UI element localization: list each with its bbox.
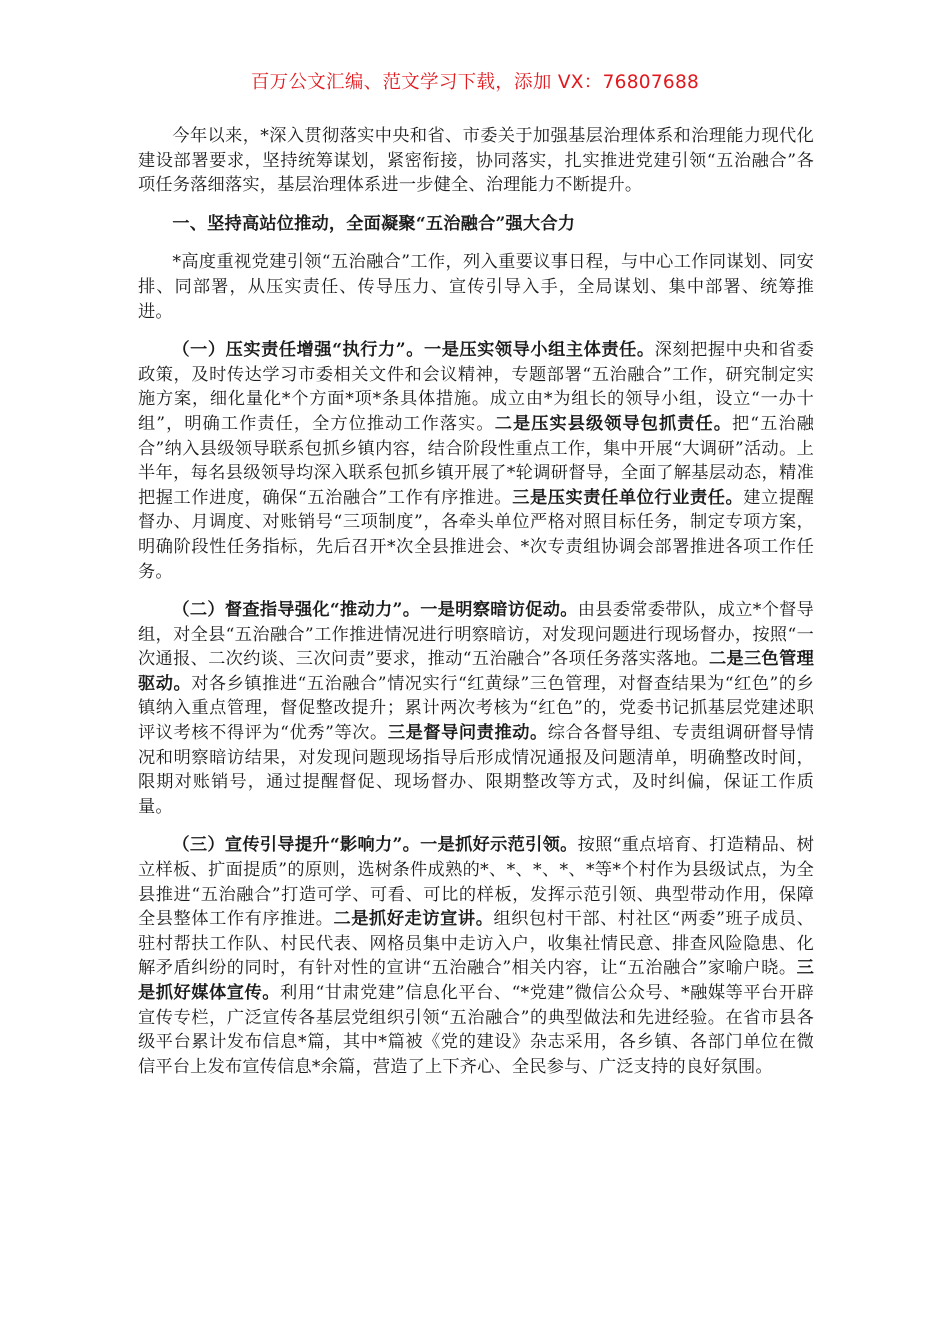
point-lead: 二是压实县级领导包抓责任。 — [494, 413, 732, 434]
intro-paragraph: 今年以来，*深入贯彻落实中央和省、市委关于加强基层治理体系和治理能力现代化建设部署要求，坚持统筹谋划，紧密衔接，协同落实，扎实推进党建引领“五治融合”各项任务落细落实，基层治理体系进一步健全、治理能力不断提升。 — [138, 126, 814, 196]
point-text: 把“五治融合”纳入县级领导联系包抓乡镇内容，结合阶段性重点工作，集中开展“大调研”活动。上半年，每名县级领导均深入联系包抓乡镇开展了*轮调研督导，全面了解基层动态，精准把握工作进度，确保“五治融合”工作有序推进。 — [138, 413, 815, 508]
point-text: 组织包村干部、村社区“两委”班子成员、驻村帮扶工作队、村民代表、网格员集中走访入户，收集社情民意、排查风险隐患、化解矛盾纠纷的同时，有针对性的宣讲“五治融合”相关内容，让“五治融合”家喻户晓。 — [138, 909, 814, 979]
subsection-title: （二）督查指导强化“推动力”。 — [172, 600, 421, 621]
point-text: 建立提醒督办、月调度、对账销号“三项制度”，各牵头单位严格对照目标任务，制定专项方案，明确阶段性任务指标，先后召开*次全县推进会、*次专责组协调会部署推进各项工作任务。 — [138, 487, 814, 582]
section-summary: *高度重视党建引领“五治融合”工作，列入重要议事日程，与中心工作同谋划、同安排、同部署，从压实责任、传导压力、宣传引导入手，全局谋划、集中部署、统筹推进。 — [138, 252, 814, 322]
point-lead: 三是抓好媒体宣传。 — [138, 958, 814, 1003]
subsection-2 — [138, 598, 814, 819]
point-text: 深刻把握中央和省委政策，及时传达学习市委相关文件和会议精神，专题部署“五治融合”工作，研究制定实施方案，细化量化*个方面*项*条具体措施。成立由*为组长的领导小组，设立“一办十组”，明确工作责任，全方位推动工作落实。 — [138, 340, 814, 434]
point-lead: 二是三色管理驱动。 — [138, 649, 814, 694]
point-text: 利用“甘肃党建”信息化平台、“*党建”微信公众号、*融媒等平台开辟宣传专栏，广泛宣传各基层党组织引领“五治融合”的典型做法和先进经验。在省市县各级平台累计发布信息*篇，其中*篇被《党的建设》杂志采用，各乡镇、各部门单位在微信平台上发布宣传信息*余篇，营造了上下齐心、全民参与、广泛支持的良好氛围。 — [138, 983, 814, 1077]
point-lead: 三是督导问责推动。 — [387, 723, 548, 744]
point-text: 按照“重点培育、打造精品、树立样板、扩面提质”的原则，选树条件成熟的*、*、*、*、*等*个村作为县级试点，为全县推进“五治融合”打造可学、可看、可比的样板，发挥示范引领、典型带动作用，保障全县整体工作有序推进。 — [138, 835, 814, 930]
point-text: 由县委常委带队，成立*个督导组，对全县“五治融合”工作推进情况进行明察暗访，对发现问题进行现场督办，按照“一次通报、二次约谈、三次问责”要求，推动“五治融合”各项任务落实落地。 — [138, 600, 814, 670]
point-text: 对各乡镇推进“五治融合”情况实行“红黄绿”三色管理，对督查结果为“红色”的乡镇纳入重点管理，督促整改提升；累计两次考核为“红色”的，党委书记抓基层党建述职评议考核不得评为“优秀”等次。 — [138, 673, 814, 744]
watermark-banner: 百万公文汇编、范文学习下载，添加 VX：76807688 — [250, 72, 700, 93]
point-lead: 一是抓好示范引领。 — [420, 835, 578, 856]
subsection-1 — [138, 338, 814, 584]
point-text: 综合各督导组、专责组调研督导情况和明察暗访结果，对发现问题现场指导后形成情况通报及问题清单，明确整改时间，限期对账销号，通过提醒督促、现场督办、限期整改等方式，及时纠偏，保证工作质量。 — [138, 723, 814, 817]
section-heading: 一、坚持高站位推动，全面凝聚“五治融合”强大合力 — [172, 213, 576, 234]
point-lead: 二是抓好走访宣讲。 — [333, 909, 494, 930]
point-lead: 一是明察暗访促动。 — [420, 600, 578, 621]
subsection-title: （一）压实责任增强“执行力”。 — [172, 340, 424, 361]
point-lead: 三是压实责任单位行业责任。 — [512, 487, 744, 508]
document-body — [138, 124, 814, 1079]
point-lead: 一是压实领导小组主体责任。 — [423, 340, 655, 361]
subsection-3 — [138, 833, 814, 1079]
subsection-title: （三）宣传引导提升“影响力”。 — [172, 835, 421, 856]
